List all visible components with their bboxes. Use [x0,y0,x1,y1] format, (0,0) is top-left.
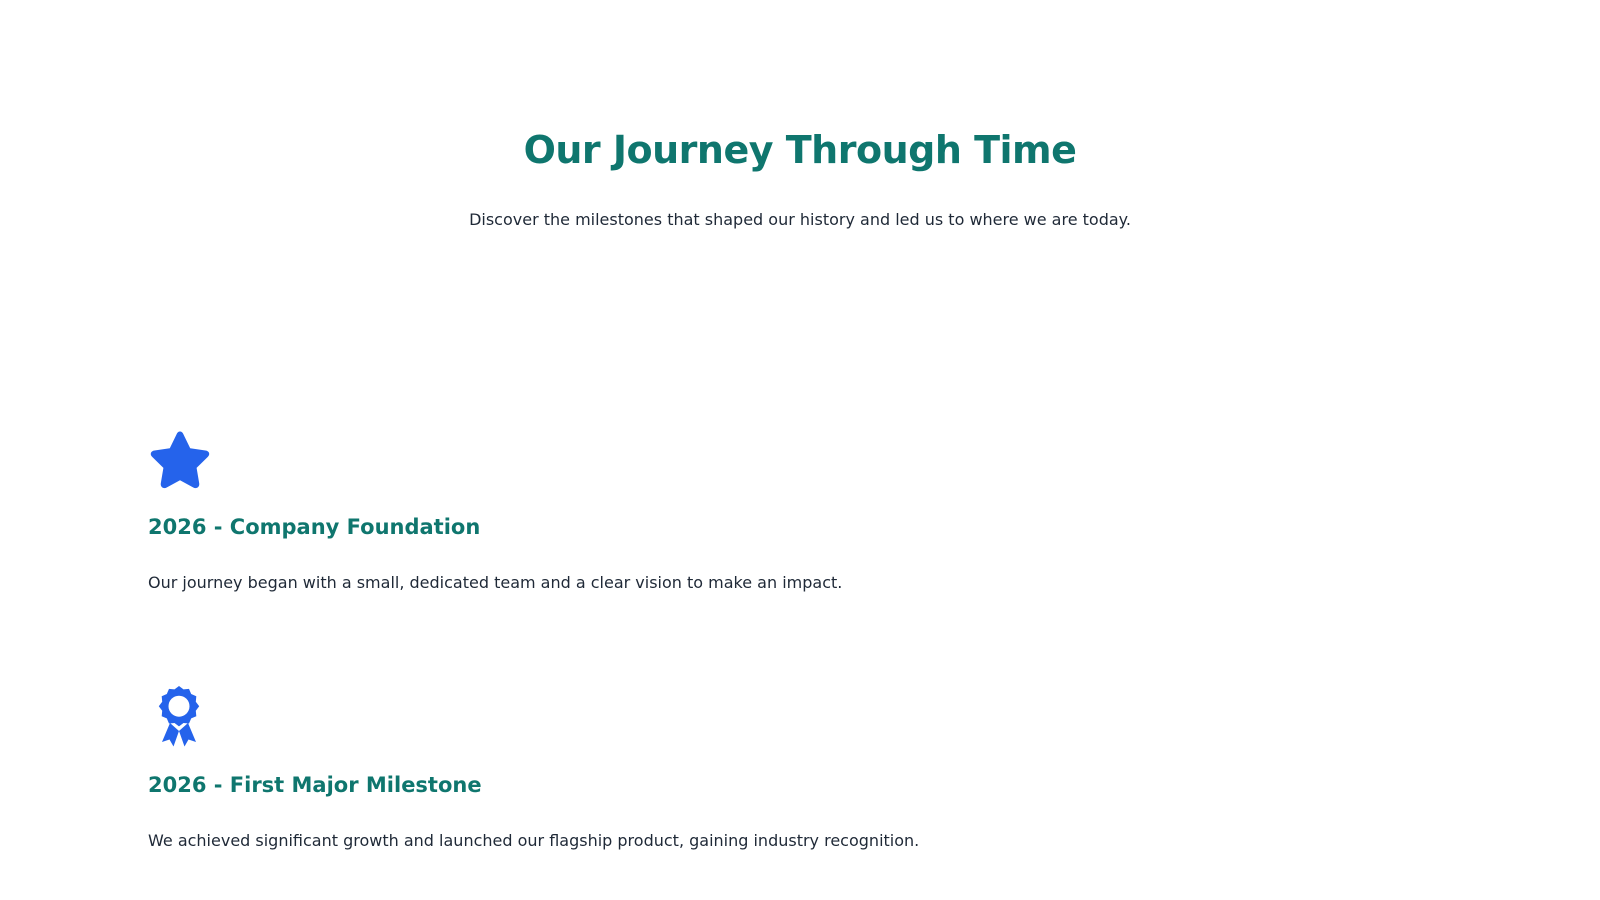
timeline-item [148,429,1148,592]
page-title: Our Journey Through Time [523,128,1077,172]
timeline-item-description: We achieved significant growth and launched our flagship product, gaining industry recognition. [148,831,920,850]
timeline-item-description: Our journey began with a small, dedicated team and a clear vision to make an impact. [148,573,843,592]
hero-section [0,122,1600,232]
page-subtitle: Discover the milestones that shaped our history and led us to where we are today. [469,210,1131,229]
timeline-item-title: 2026 - Company Foundation [148,515,481,539]
award-ribbon-icon [148,686,210,748]
timeline-item [148,686,1148,850]
star-icon [148,429,212,493]
star-icon-graphic [148,429,212,493]
timeline-item-title: 2026 - First Major Milestone [148,773,482,797]
award-ribbon-icon-graphic [148,686,210,748]
